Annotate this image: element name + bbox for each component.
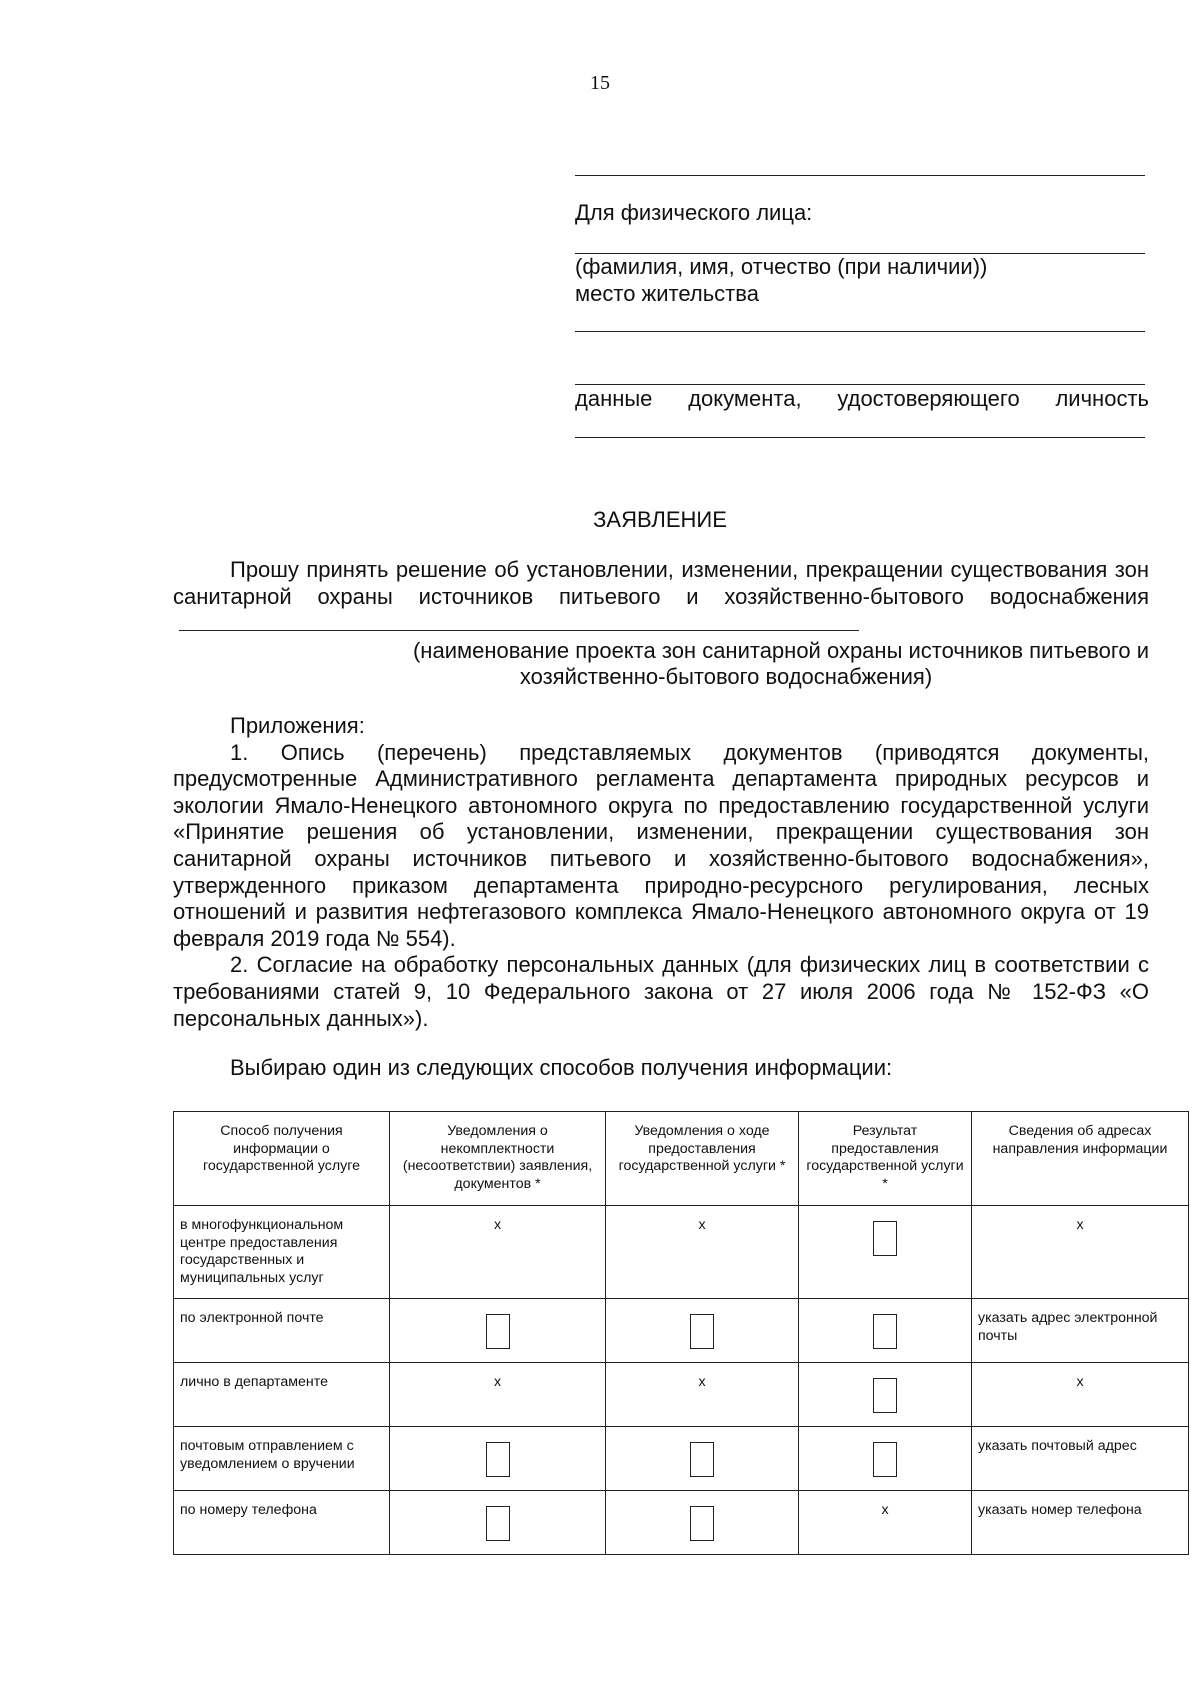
- id-document-label: [575, 386, 1149, 412]
- residence-field-line-2[interactable]: [575, 384, 1145, 385]
- checkbox-cell: [799, 1363, 972, 1427]
- address-cell[interactable]: указать адрес электронной почты: [972, 1299, 1189, 1363]
- request-text: [173, 557, 1149, 638]
- fio-caption: (фамилия, имя, отчество (при наличии)): [575, 254, 988, 279]
- method-cell: в многофункциональном центре предоставления государственных и муниципальных услуг: [174, 1206, 390, 1299]
- project-name-field[interactable]: [179, 610, 859, 631]
- na-mark: х: [799, 1491, 972, 1555]
- attachments-heading: Приложения:: [230, 713, 365, 738]
- checkbox[interactable]: [873, 1314, 897, 1349]
- table-header: Результат предоставления государственной услуги *: [799, 1112, 972, 1206]
- address-cell[interactable]: указать почтовый адрес: [972, 1427, 1189, 1491]
- table-header: Уведомления о ходе предоставления государственной услуги *: [606, 1112, 799, 1206]
- checkbox-cell: [799, 1427, 972, 1491]
- method-cell: по номеру телефона: [174, 1491, 390, 1555]
- request-paragraph: [173, 557, 1149, 691]
- checkbox-cell: [390, 1491, 606, 1555]
- table-header: Уведомления о некомплектности (несоответствии) заявления, документов *: [390, 1112, 606, 1206]
- table-row: [174, 1206, 1189, 1299]
- checkbox-cell: [390, 1299, 606, 1363]
- checkbox-cell: [606, 1491, 799, 1555]
- checkbox-cell: [390, 1427, 606, 1491]
- checkbox-cell: [606, 1427, 799, 1491]
- method-cell: по электронной почте: [174, 1299, 390, 1363]
- table-row: [174, 1491, 1189, 1555]
- na-mark: х: [606, 1363, 799, 1427]
- attachments-section: [173, 713, 1149, 1032]
- id-document-field-line[interactable]: [575, 437, 1145, 438]
- table-header: Способ получения информации о государственной услуге: [174, 1112, 390, 1206]
- residence-label: место жительства: [575, 281, 759, 306]
- id-document-word: данные: [575, 386, 653, 411]
- checkbox[interactable]: [486, 1314, 510, 1349]
- id-document-word: личность: [1055, 386, 1149, 411]
- checkbox[interactable]: [873, 1378, 897, 1413]
- physical-person-label: Для физического лица:: [575, 200, 813, 225]
- checkbox[interactable]: [873, 1221, 897, 1256]
- checkbox-cell: [799, 1206, 972, 1299]
- id-document-word: документа,: [688, 386, 802, 411]
- checkbox[interactable]: [873, 1442, 897, 1477]
- project-caption-1: (наименование проекта зон санитарной охраны источников питьевого и: [412, 637, 1149, 663]
- method-cell: почтовым отправлением с уведомлением о вручении: [174, 1427, 390, 1491]
- address-cell[interactable]: указать номер телефона: [972, 1491, 1189, 1555]
- choice-intro: Выбираю один из следующих способов получения информации:: [230, 1055, 893, 1080]
- table-row: [174, 1363, 1189, 1427]
- na-mark: х: [972, 1206, 1189, 1299]
- residence-field-line[interactable]: [575, 331, 1145, 332]
- checkbox[interactable]: [690, 1442, 714, 1477]
- page-number: 15: [590, 72, 610, 94]
- table-row: [174, 1299, 1189, 1363]
- checkbox-cell: [799, 1299, 972, 1363]
- checkbox[interactable]: [690, 1506, 714, 1541]
- table-row: [174, 1427, 1189, 1491]
- attachment-item-2: 2. Согласие на обработку персональных данных (для физических лиц в соответствии с требованиями статей 9, 10 Федерального закона от 27 июля 2006 года № 152-ФЗ «О персональных данных»).: [173, 952, 1149, 1031]
- table-header: Сведения об адресах направления информации: [972, 1112, 1189, 1206]
- checkbox[interactable]: [690, 1314, 714, 1349]
- na-mark: х: [972, 1363, 1189, 1427]
- project-caption-2: хозяйственно-бытового водоснабжения): [519, 664, 933, 690]
- method-cell: лично в департаменте: [174, 1363, 390, 1427]
- request-line: Прошу принять решение об установлении, изменении, прекращении существования зон санитарной охраны источников питьевого и хозяйственно-бытового водоснабжения: [173, 557, 1149, 609]
- checkbox[interactable]: [486, 1506, 510, 1541]
- na-mark: х: [390, 1363, 606, 1427]
- na-mark: х: [390, 1206, 606, 1299]
- document-title: ЗАЯВЛЕНИЕ: [593, 507, 727, 532]
- attachment-item-1: 1. Опись (перечень) представляемых документов (приводятся документы, предусмотренные Административного регламента департамента природных ресурсов и экологии Ямало-Ненецкого автономного округа по предоставлению государственной услуги «Принятие решения об установлении, изменении, прекращении существования зон санитарной охраны источников питьевого и хозяйственно-бытового водоснабжения», утвержденного приказом департамента природно-ресурсного регулирования, лесных отношений и развития нефтегазового комплекса Ямало-Ненецкого автономного округа от 19 февраля 2019 года № 554).: [173, 739, 1149, 951]
- blank-line[interactable]: [575, 175, 1145, 176]
- info-method-table: [173, 1111, 1189, 1555]
- checkbox-cell: [606, 1299, 799, 1363]
- checkbox[interactable]: [486, 1442, 510, 1477]
- na-mark: х: [606, 1206, 799, 1299]
- id-document-word: удостоверяющего: [837, 386, 1020, 411]
